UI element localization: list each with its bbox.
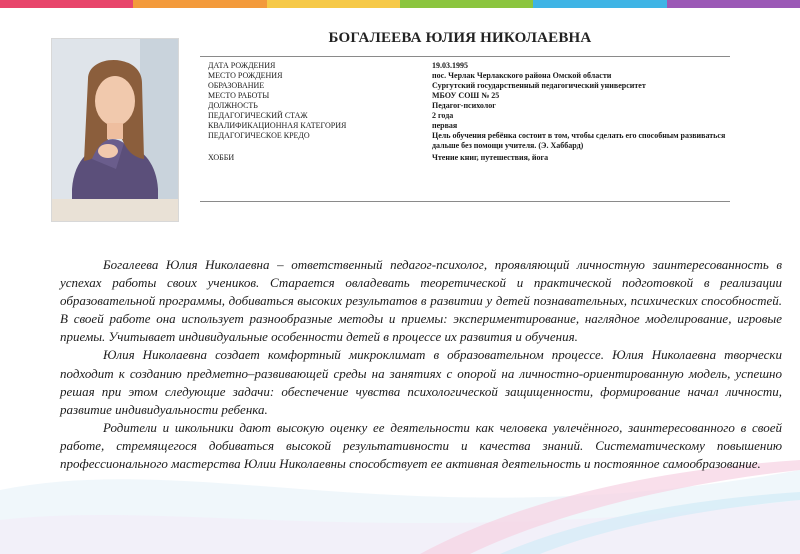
- profile-table: [200, 56, 730, 202]
- profile-label: ДАТА РОЖДЕНИЯ: [208, 61, 276, 70]
- stripe-segment: [0, 0, 133, 8]
- bio-paragraph: Юлия Николаевна создает комфортный микроклимат в образовательном процессе. Юлия Николаевна творчески подходит к созданию предметно–развивающей среды на занятиях с опорой на личностно-ориентированную модель, успешно решая при этом следующие задачи: обеспечение чувства психологической защищенности, формирование начал личности, развитие индивидуальности ребенка.: [60, 347, 782, 417]
- stripe-segment: [667, 0, 800, 8]
- profile-label: МЕСТО РАБОТЫ: [208, 91, 270, 100]
- profile-value: 19.03.1995: [432, 61, 468, 70]
- stripe-segment: [267, 0, 400, 8]
- stripe-segment: [133, 0, 266, 8]
- stripe-segment: [533, 0, 666, 8]
- profile-row-position: [200, 101, 730, 111]
- stripe-segment: [400, 0, 533, 8]
- page-title: БОГАЛЕЕВА ЮЛИЯ НИКОЛАЕВНА: [328, 30, 592, 46]
- profile-value: МБОУ СОШ № 25: [432, 91, 500, 100]
- bio-paragraph: Родители и школьники дают высокую оценку ее деятельности как человека увлечённого, заинтересованного в своей работе, стремящегося добиваться высокой результативности и качества знаний. Систематическому повышению профессионального мастерства Юлии Николаевны способствует ее активная деятельность и постоянное самообразование.: [60, 419, 782, 472]
- profile-row-education: [200, 81, 730, 91]
- top-color-stripe: [0, 0, 800, 20]
- profile-label: ПЕДАГОГИЧЕСКОЕ КРЕДО: [208, 131, 310, 140]
- profile-label: ХОББИ: [208, 153, 235, 162]
- profile-value: пос. Черлак Черлакского района Омской области: [432, 71, 612, 80]
- profile-row-credo: [200, 131, 730, 151]
- profile-label: КВАЛИФИКАЦИОННАЯ КАТЕГОРИЯ: [208, 121, 347, 130]
- profile-value: Цель обучения ребёнка состоит в том, чтобы сделать его способным развиваться дальше без помощи учителя. (Э. Хаббард): [432, 131, 726, 150]
- profile-label: ДОЛЖНОСТЬ: [208, 101, 258, 110]
- profile-value: Педагог-психолог: [432, 101, 496, 110]
- portrait-photo: [51, 38, 179, 222]
- bio-paragraph: Богалеева Юлия Николаевна – ответственный педагог-психолог, проявляющий личностную заинтересованность в успехах работы своих учеников. Старается овладевать теоретической и практической подготовкой в реализации образовательной программы, добиваться высоких результатов в развитии у детей познавательных, психических способностей. В своей работе она использует разнообразные методы и приемы: экспериментирование, наглядное моделирование, игровые приемы. Учитывает индивидуальные особенности детей в процессе их развития и обучения.: [60, 257, 782, 345]
- profile-row-category: [200, 121, 730, 131]
- profile-row-experience: [200, 111, 730, 121]
- biography-text: [60, 256, 782, 473]
- profile-row-birthdate: [200, 61, 730, 71]
- profile-label: ОБРАЗОВАНИЕ: [208, 81, 265, 90]
- profile-row-birthplace: [200, 71, 730, 81]
- profile-row-hobby: [200, 153, 730, 163]
- profile-value: 2 года: [432, 111, 454, 120]
- profile-row-workplace: [200, 91, 730, 101]
- profile-value: Сургутский государственный педагогический университет: [432, 81, 646, 90]
- portrait-illustration: [52, 39, 178, 221]
- profile-value: Чтение книг, путешествия, йога: [432, 153, 549, 162]
- profile-label: ПЕДАГОГИЧЕСКИЙ СТАЖ: [208, 111, 308, 120]
- profile-label: МЕСТО РОЖДЕНИЯ: [208, 71, 283, 80]
- profile-value: первая: [432, 121, 458, 130]
